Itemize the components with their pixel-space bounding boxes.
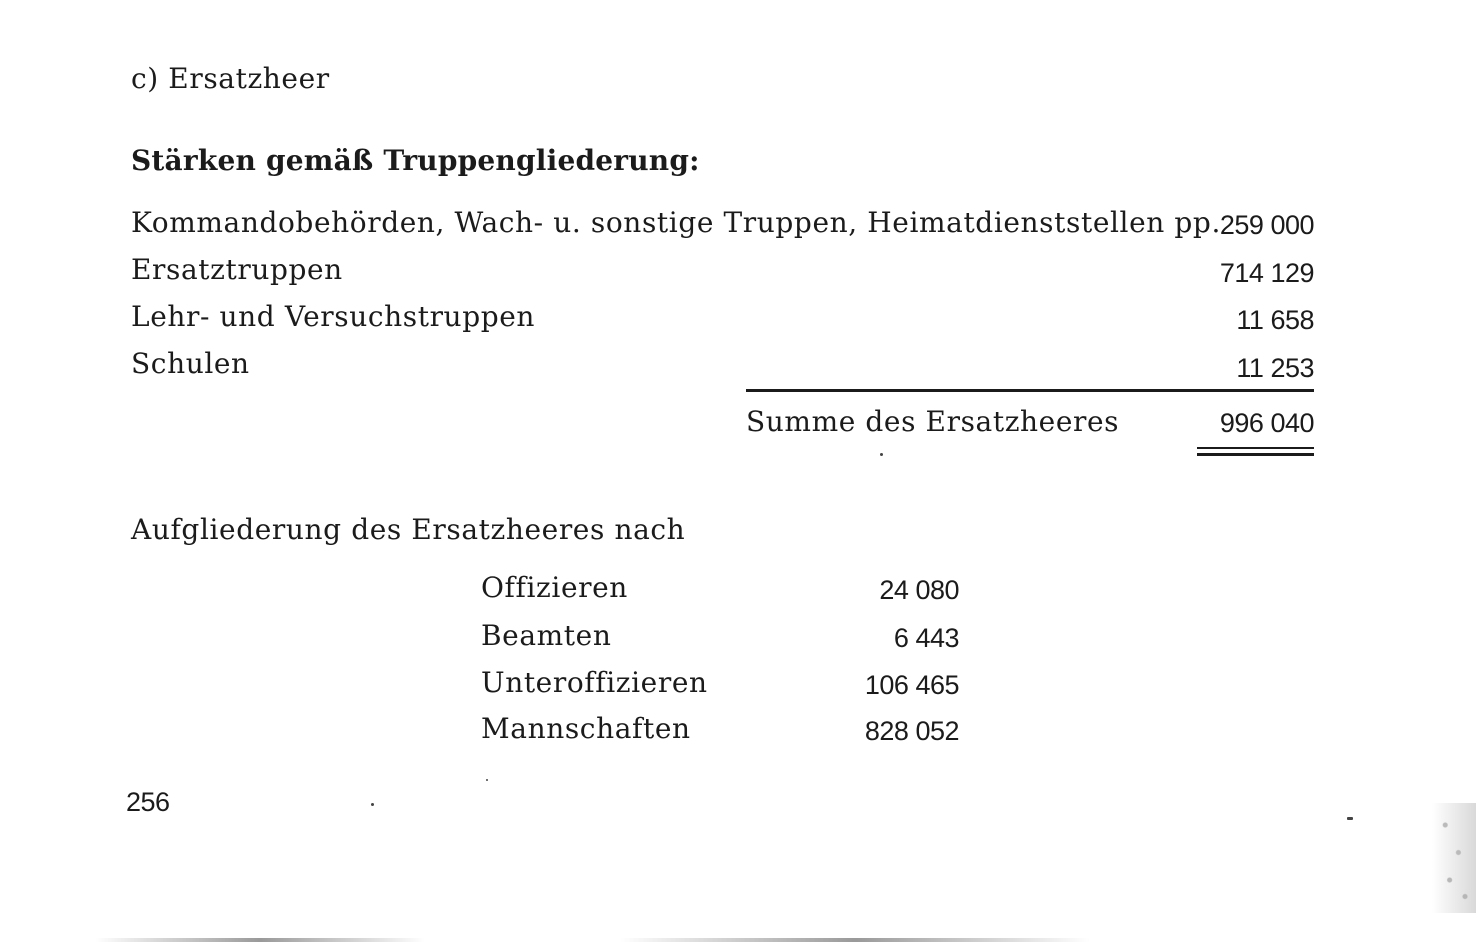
scan-speck: [371, 803, 374, 806]
staerken-heading: Stärken gemäß Truppengliederung:: [131, 144, 700, 177]
scan-speck: [880, 453, 883, 456]
aufgliederung-row-label: Unteroffizieren: [481, 666, 708, 699]
aufgliederung-row-value: 106 465: [864, 670, 959, 700]
staerken-row-label: Ersatztruppen: [131, 253, 343, 286]
aufgliederung-row-label: Beamten: [481, 619, 612, 652]
staerken-row-label: Kommandobehörden, Wach- u. sonstige Truppen, Heimatdienststellen pp.: [131, 206, 1221, 239]
staerken-row-label: Lehr- und Versuchstruppen: [131, 300, 536, 333]
scan-edge-bottom-left: [95, 938, 425, 942]
scan-speck: [1347, 817, 1353, 820]
total-value: 996 040: [1219, 408, 1314, 438]
staerken-row-value: 259 000: [1219, 210, 1314, 240]
aufgliederung-row-value: 24 080: [879, 575, 959, 605]
scan-speck: [486, 779, 488, 781]
aufgliederung-row-label: Offizieren: [481, 571, 628, 604]
staerken-row-value: 11 253: [1236, 353, 1314, 383]
aufgliederung-row-value: 6 443: [893, 623, 959, 653]
page-number: 256: [126, 787, 170, 817]
scan-corner-noise: [1432, 803, 1476, 913]
staerken-row-value: 11 658: [1236, 305, 1314, 335]
section-heading: c) Ersatzheer: [131, 62, 330, 95]
aufgliederung-heading: Aufgliederung des Ersatzheeres nach: [131, 513, 686, 546]
aufgliederung-row-label: Mannschaften: [481, 712, 691, 745]
staerken-row-label: Schulen: [131, 347, 250, 380]
aufgliederung-row-value: 828 052: [864, 716, 959, 746]
total-label: Summe des Ersatzheeres: [746, 405, 1120, 438]
total-double-underline-bottom: [1197, 453, 1314, 456]
total-double-underline-top: [1197, 447, 1314, 449]
staerken-row-value: 714 129: [1219, 258, 1314, 288]
scan-edge-bottom-center: [620, 938, 1090, 942]
sum-rule: [746, 389, 1314, 392]
